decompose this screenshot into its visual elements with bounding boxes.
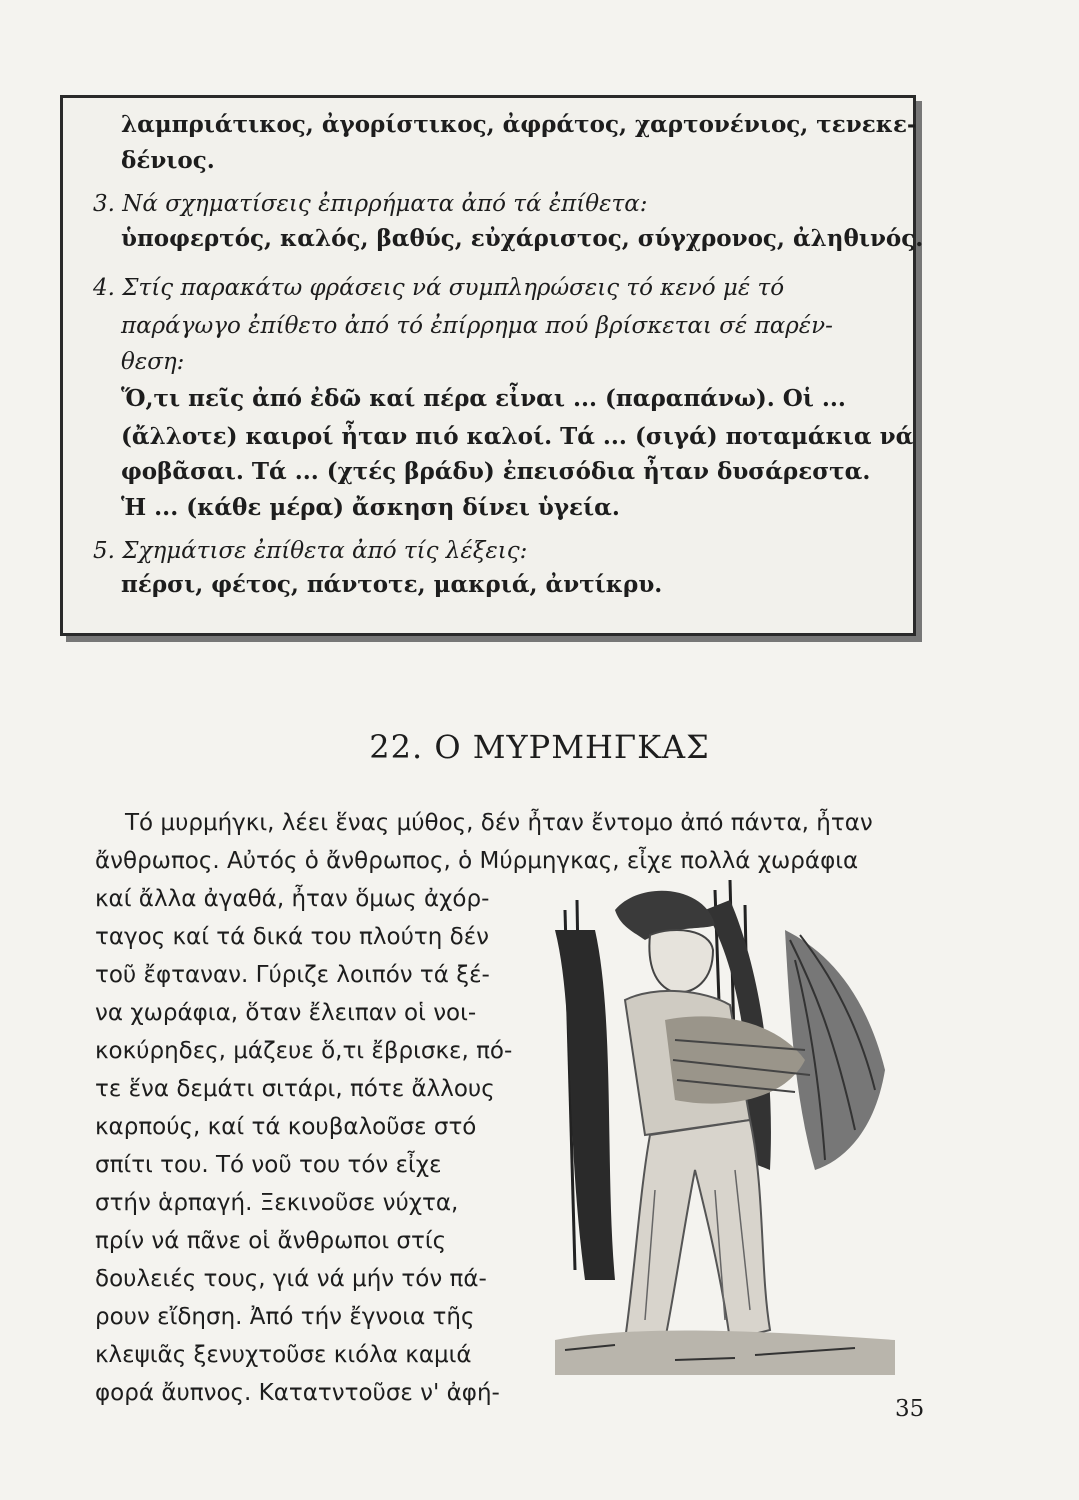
story-line: ἄνθρωπος. Αὐτός ὁ ἄνθρωπος, ὁ Μύρμηγκας, εἶχε πολλά χωράφια bbox=[95, 848, 859, 874]
story-line: ταγος καί τά δικά του πλούτη δέν bbox=[95, 924, 489, 950]
story-line: κλεψιᾶς ξενυχτοῦσε κιόλα καμιά bbox=[95, 1342, 472, 1368]
exercise-4-sentence: Ἡ ... (κάθε μέρα) ἄσκηση δίνει ὑγεία. bbox=[121, 494, 620, 521]
story-line: δουλειές τους, γιά νά μήν τόν πά- bbox=[95, 1266, 487, 1292]
exercise-4-prompt: παράγωγο ἐπίθετο ἀπό τό ἐπίρρημα πού βρίσκεται σέ παρέν- bbox=[121, 313, 833, 339]
exercise-4-prompt: θεση: bbox=[121, 349, 185, 375]
story-line: στήν ἁρπαγή. Ξεκινοῦσε νύχτα, bbox=[95, 1190, 459, 1216]
story-line: σπίτι του. Τό νοῦ του τόν εἶχε bbox=[95, 1152, 442, 1178]
exercise-5-prompt: 5. Σχημάτισε ἐπίθετα ἀπό τίς λέξεις: bbox=[93, 538, 528, 564]
story-line: να χωράφια, ὅταν ἔλειπαν οἱ νοι- bbox=[95, 1000, 477, 1026]
story-line: τοῦ ἔφταναν. Γύριζε λοιπόν τά ξέ- bbox=[95, 962, 490, 988]
man-carrying-wheat-illustration bbox=[555, 870, 895, 1375]
exercise-line: δένιος. bbox=[121, 147, 215, 174]
exercise-line: λαμπριάτικος, ἀγορίστικος, ἀφράτος, χαρτονένιος, τενεκε- bbox=[121, 111, 917, 138]
exercise-5-words: πέρσι, φέτος, πάντοτε, μακριά, ἀντίκρυ. bbox=[121, 571, 663, 598]
story-line: καί ἄλλα ἀγαθά, ἦταν ὅμως ἀχόρ- bbox=[95, 886, 490, 912]
story-title: 22. Ο ΜΥΡΜΗΓΚΑΣ bbox=[369, 728, 710, 766]
exercise-3-words: ὑποφερτός, καλός, βαθύς, εὐχάριστος, σύγχρονος, ἀληθινός. bbox=[121, 225, 924, 252]
exercise-4-sentence: Ὅ,τι πεῖς ἀπό ἐδῶ καί πέρα εἶναι ... (παραπάνω). Οἱ ... bbox=[121, 385, 846, 412]
story-line: κοκύρηδες, μάζευε ὅ,τι ἔβρισκε, πό- bbox=[95, 1038, 513, 1064]
story-line: ρουν εἴδηση. Ἀπό τήν ἔγνοια τῆς bbox=[95, 1304, 475, 1330]
story-line: Τό μυρμήγκι, λέει ἕνας μύθος, δέν ἦταν ἔντομο ἀπό πάντα, ἦταν bbox=[125, 810, 873, 836]
story-line: τε ἕνα δεμάτι σιτάρι, πότε ἄλλους bbox=[95, 1076, 495, 1102]
story-line: καρπούς, καί τά κουβαλοῦσε στό bbox=[95, 1114, 477, 1140]
exercise-4-sentence: φοβᾶσαι. Τά ... (χτές βράδυ) ἐπεισόδια ἦταν δυσάρεστα. bbox=[121, 458, 871, 485]
exercise-4-prompt: 4. Στίς παρακάτω φράσεις νά συμπληρώσεις τό κενό μέ τό bbox=[93, 275, 785, 301]
story-line: φορά ἄυπνος. Κατατντοῦσε ν' ἀφή- bbox=[95, 1380, 500, 1406]
exercise-4-sentence: (ἄλλοτε) καιροί ἦταν πιό καλοί. Τά ... (σιγά) ποταμάκια νά bbox=[121, 423, 914, 450]
story-line: πρίν νά πᾶνε οἱ ἄνθρωποι στίς bbox=[95, 1228, 447, 1254]
exercise-3-prompt: 3. Νά σχηματίσεις ἐπιρρήματα ἀπό τά ἐπίθετα: bbox=[93, 191, 648, 217]
exercise-box bbox=[60, 95, 924, 636]
page-number: 35 bbox=[895, 1396, 925, 1422]
